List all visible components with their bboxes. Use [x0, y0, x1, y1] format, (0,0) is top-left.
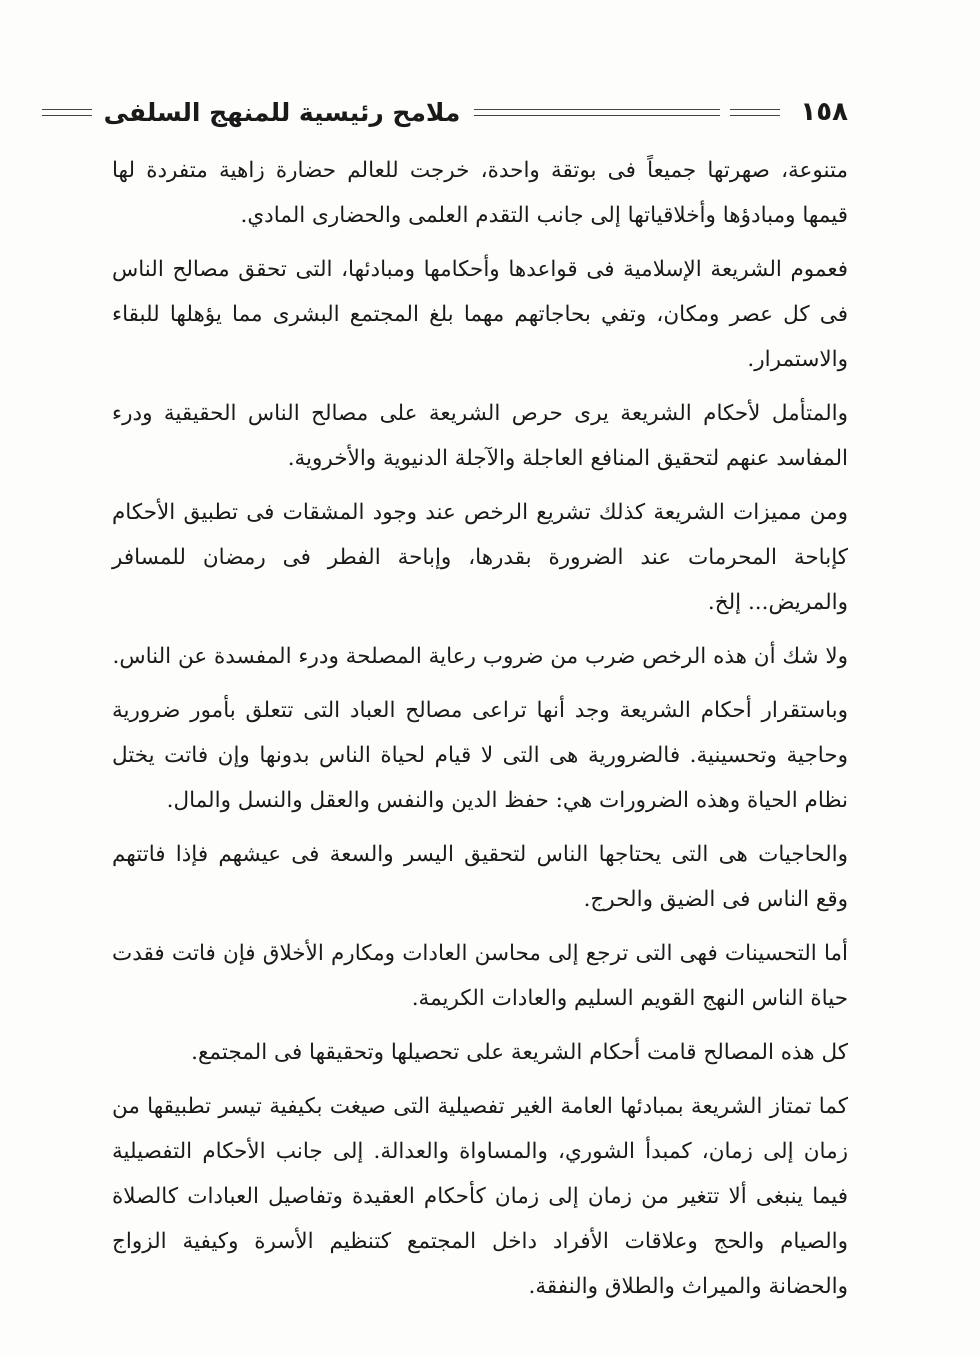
header-rule-left [42, 109, 92, 116]
paragraph: فعموم الشريعة الإسلامية فى قواعدها وأحكامها ومبادئها، التى تحقق مصالح الناس فى كل عصر ومكان، وتفي بحاجاتهم مهما بلغ المجتمع البشرى مما يؤهلها للبقاء والاستمرار. [112, 257, 848, 372]
paragraph: كما تمتاز الشريعة بمبادئها العامة الغير تفصيلية التى صيغت بكيفية تيسر تطبيقها من زمان إلى زمان، كمبدأ الشوري، والمساواة والعدالة. إلى جانب الأحكام التفصيلية فيما ينبغى ألا تتغير من زمان إلى زمان كأحكام العقيدة وتفاصيل العبادات كالصلاة والصيام والحج وعلاقات الأفراد داخل المجتمع كتنظيم الأسرة وكيفية الزواج والحضانة والميراث والطلاق والنفقة. [112, 1094, 848, 1299]
paragraph: ولا شك أن هذه الرخص ضرب من ضروب رعاية المصلحة ودرء المفسدة عن الناس. [112, 644, 848, 669]
paragraph: وباستقرار أحكام الشريعة وجد أنها تراعى مصالح العباد التى تتعلق بأمور ضرورية وحاجية وتحسينية. فالضرورية هى التى لا قيام لحياة الناس بدونها وإن فاتت يختل نظام الحياة وهذه الضرورات هي: حفظ الدين والنفس والعقل والنسل والمال. [112, 698, 848, 813]
page-header [103, 92, 848, 132]
paragraph: كل هذه المصالح قامت أحكام الشريعة على تحصيلها وتحقيقها فى المجتمع. [191, 1040, 848, 1065]
paragraph: متنوعة، صهرتها جميعاً فى بوتقة واحدة، خرجت للعالم حضارة زاهية متفردة لها قيمها ومبادؤها وأخلاقياتها إلى جانب التقدم العلمى والحضارى المادي. [112, 158, 848, 228]
paragraph: ومن مميزات الشريعة كذلك تشريع الرخص عند وجود المشقات فى تطبيق الأحكام كإباحة المحرمات عند الضرورة بقدرها، وإباحة الفطر فى رمضان للمسافر والمريض... إلخ. [112, 500, 848, 615]
paragraph: أما التحسينات فهى التى ترجع إلى محاسن العادات ومكارم الأخلاق فإن فاتت فقدت حياة الناس النهج القويم السليم والعادات الكريمة. [112, 941, 848, 1011]
body-text [112, 148, 848, 1318]
paragraph: والحاجيات هى التى يحتاجها الناس لتحقيق اليسر والسعة فى عيشهم فإذا فاتتهم وقع الناس فى الضيق والحرج. [112, 842, 848, 912]
page-number: ١٥٨ [800, 97, 848, 127]
header-rule-middle [474, 109, 720, 116]
running-title: ملامح رئيسية للمنهج السلفى [103, 97, 461, 127]
paragraph: والمتأمل لأحكام الشريعة يرى حرص الشريعة على مصالح الناس الحقيقية ودرء المفاسد عنهم لتحقيق المنافع العاجلة والآجلة الدنيوية والأخروية. [112, 401, 848, 471]
header-rule-right [730, 109, 780, 116]
